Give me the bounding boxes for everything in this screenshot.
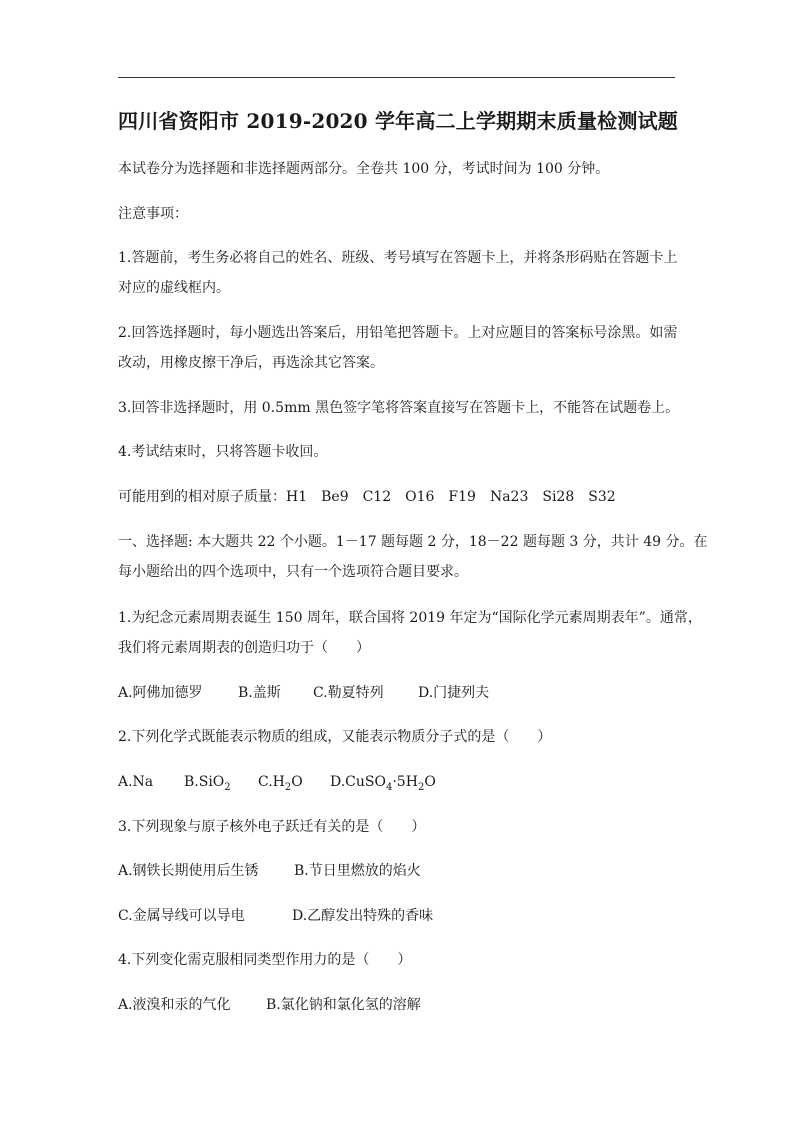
q3-option-c: C.金属导线可以导电 — [118, 908, 245, 924]
notice-2-line2: 改动，用橡皮擦干净后，再选涂其它答案。 — [118, 355, 384, 371]
q2-options — [118, 774, 688, 796]
q1-stem-line2: 我们将元素周期表的创造归功于（ ） — [118, 640, 370, 656]
q1-option-c: C.勒夏特列 — [313, 685, 384, 701]
notice-3: 3.回答非选择题时，用 0.5mm 黑色签字笔将答案直接写在答题卡上，不能答在试题卷上。 — [118, 400, 680, 416]
notice-1-line1: 1.答题前，考生务必将自己的姓名、班级、考号填写在答题卡上，并将条形码贴在答题卡上 — [118, 250, 678, 266]
q1-options — [118, 685, 688, 701]
q4-options-row1 — [118, 997, 688, 1013]
q3-option-d: D.乙醇发出特殊的香味 — [292, 908, 434, 924]
q2-option-a: A.Na — [118, 774, 154, 790]
notice-4: 4.考试结束时，只将答题卡收回。 — [118, 444, 328, 460]
q4-stem: 4.下列变化需克服相同类型作用力的是（ ） — [118, 952, 412, 968]
notice-heading: 注意事项： — [118, 206, 188, 222]
q2-option-b: B.SiO$_2$ — [184, 774, 231, 793]
q1-option-b: B.盖斯 — [238, 685, 281, 701]
q4-option-a: A.液溴和汞的气化 — [118, 997, 231, 1013]
q3-option-a: A.钢铁长期使用后生锈 — [118, 863, 259, 879]
notice-2-line1: 2.回答选择题时，每小题选出答案后，用铅笔把答题卡。上对应题目的答案标号涂黑。如需 — [118, 325, 678, 341]
intro-text: 本试卷分为选择题和非选择题两部分。全卷共 100 分，考试时间为 100 分钟。 — [118, 161, 610, 177]
q3-options-row1 — [118, 863, 688, 879]
q2-option-c: $C.H_2O$ — [258, 774, 303, 793]
q3-stem: 3.下列现象与原子核外电子跃迁有关的是（ ） — [118, 819, 426, 835]
section-intro-line2: 每小题给出的四个选项中，只有一个选项符合题目要求。 — [118, 564, 468, 580]
q2-stem: 2.下列化学式既能表示物质的组成，又能表示物质分子式的是（ ） — [118, 729, 552, 745]
page-title: 四川省资阳市 2019-2020 学年高二上学期期末质量检测试题 — [118, 109, 678, 133]
q1-option-d: D.门捷列夫 — [418, 685, 490, 701]
q3-option-b: B.节日里燃放的焰火 — [294, 863, 421, 879]
section-intro-line1: 一、选择题: 本大题共 22 个小题。1－17 题每题 2 分，18－22 题每题 3 分，共计 49 分。在 — [118, 534, 708, 550]
q1-stem-line1: 1.为纪念元素周期表诞生 150 周年，联合国将 2019 年定为“国际化学元素周期表年”。通常， — [118, 610, 702, 626]
q3-options-row2 — [118, 908, 688, 924]
header-rule — [118, 77, 675, 78]
q1-option-a: A.阿佛加德罗 — [118, 685, 203, 701]
q2-option-d: $D.CuSO_4\cdot 5H_2O$ — [330, 774, 436, 793]
q4-option-b: B.氯化钠和氯化氢的溶解 — [266, 997, 421, 1013]
notice-1-line2: 对应的虚线框内。 — [118, 280, 230, 296]
atomic-mass-list: 可能用到的相对原子质量：H1 Be9 C12 O16 F19 Na23 Si28 S32 — [118, 489, 616, 505]
